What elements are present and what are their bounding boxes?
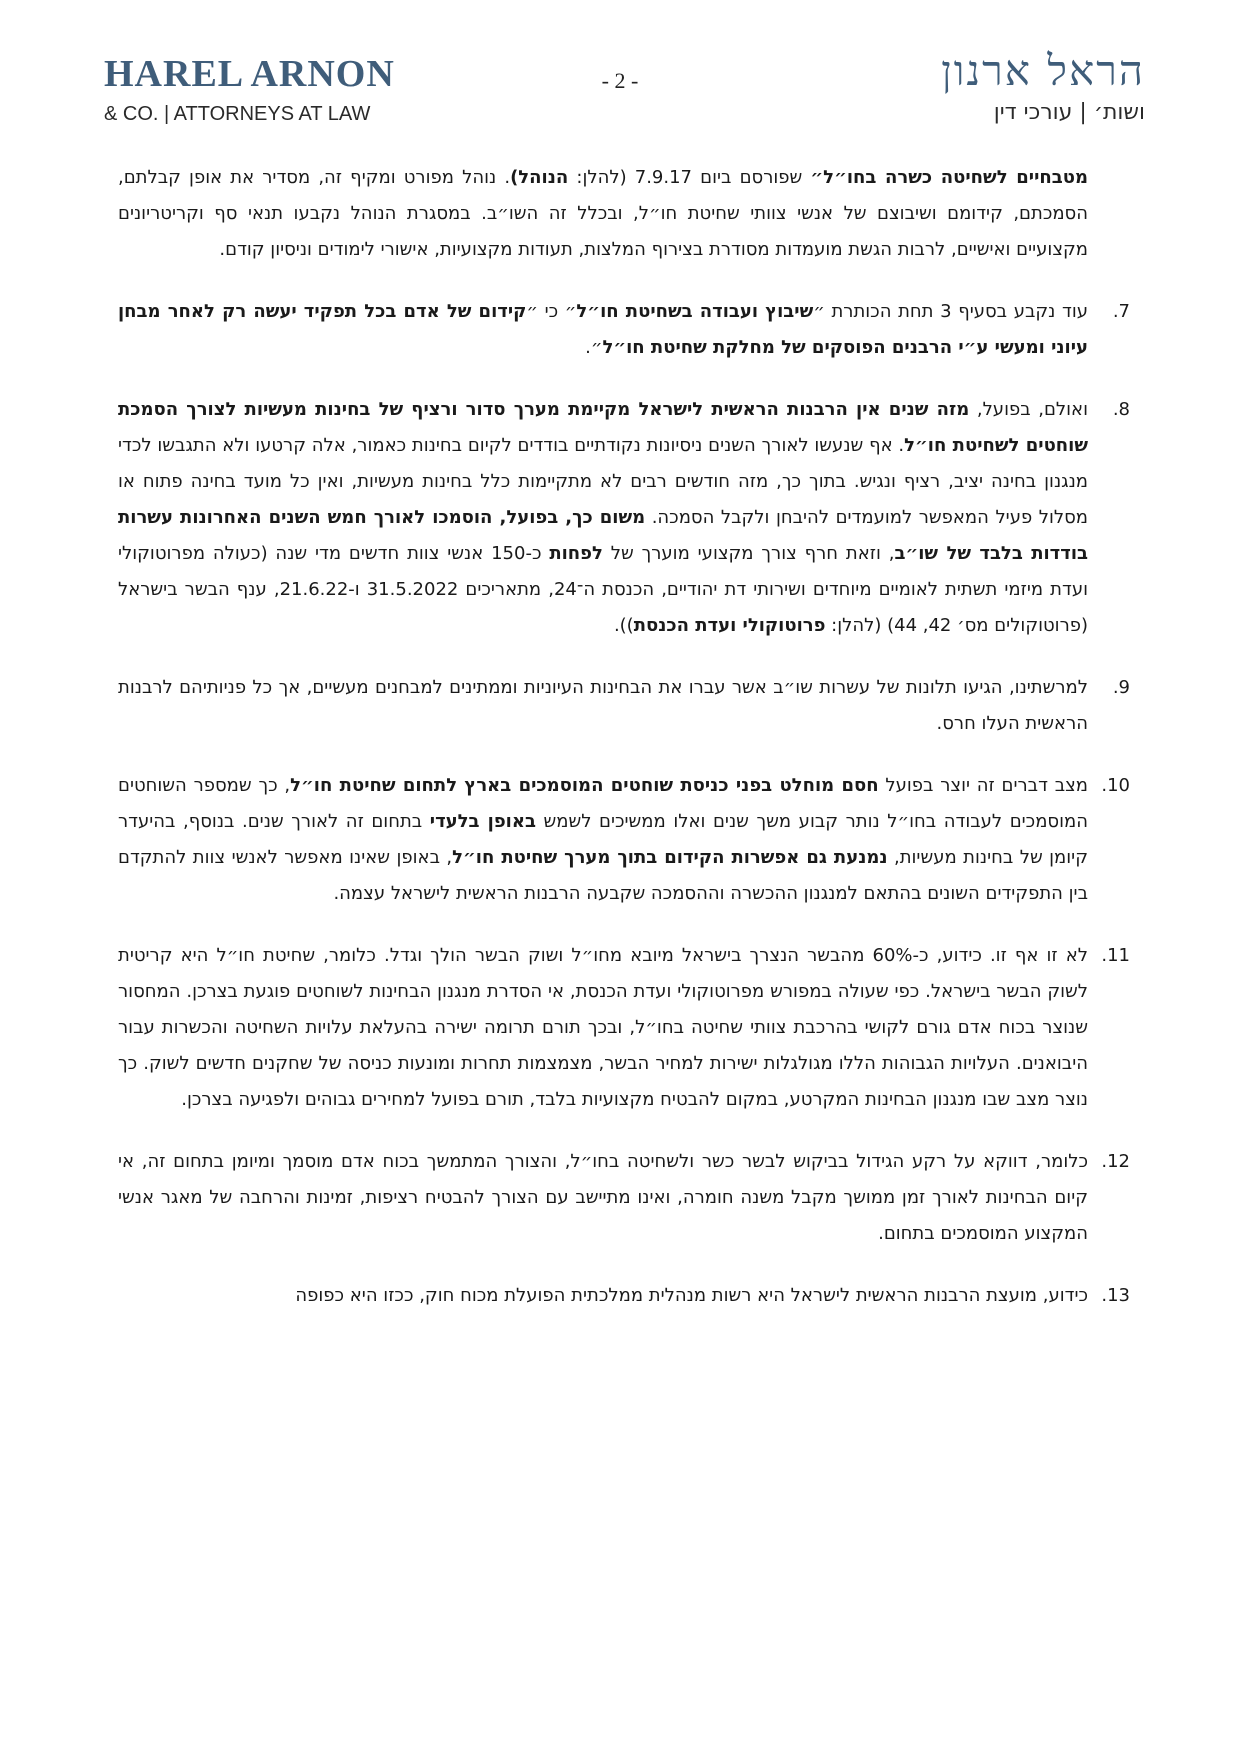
document-body (118, 160, 1130, 1340)
firm-logo-en (104, 52, 395, 126)
text: )). (613, 615, 634, 636)
text: , באופן שאינו מאפשר לאנשי צוות להתקדם בין התפקידים השונים בהתאם למנגנון ההכשרה וההסמכה שקבעה הרבנות הראשית לישראל עצמה. (118, 847, 1088, 904)
bold-text: משום כך, בפועל, הוסמכו לאורך חמש השנים האחרונות עשרות בודדות בלבד של שו״ב (118, 507, 1088, 564)
paragraph (118, 1278, 1130, 1314)
text: ״. (585, 337, 603, 358)
text: למרשתינו, הגיעו תלונות של עשרות שו״ב אשר עברו את הבחינות העיוניות וממתינים למבחנים מעשיים, אך כל פניותיהם לרבנות הראשית העלו חרס. (118, 677, 1088, 734)
text: , וזאת חרף צורך מקצועי מוערך של (602, 543, 895, 564)
text: ואולם, בפועל, (969, 399, 1088, 420)
text: כלומר, דווקא על רקע הגידול בביקוש לבשר כשר ולשחיטה בחו״ל, והצורך המתמשך בכוח אדם מוסמך ומיומן בתחום זה, אי קיום הבחינות לאורך זמן ממושך מקבל משנה חומרה, ואינו מתיישב עם הצורך להבטיח רציפות, זמינות והרחבה של מאגר אנשי המקצוע המוסמכים בתחום. (118, 1151, 1088, 1244)
firm-subtitle-he: ושות׳ | עורכי דין (993, 100, 1145, 125)
paragraph-number: .13 (1101, 1285, 1130, 1306)
paragraph-number: .11 (1101, 945, 1130, 966)
bold-text: שיבוץ ועבודה בשחיטת חו״ל (576, 301, 814, 322)
bold-text: הנוהל) (510, 167, 569, 188)
paragraph (118, 160, 1124, 268)
paragraph-number: .8 (1112, 399, 1130, 420)
text: כידוע, מועצת הרבנות הראשית לישראל היא רשות מנהלית ממלכתית הפועלת מכוח חוק, ככזו היא כפופה (295, 1285, 1088, 1306)
text: כ-150 אנשי צוות חדשים מדי שנה (כעולה מפרוטוקולי ועדת מיזמי תשתית לאומיים מיוחדים ושירותי דת יהודיים, הכנסת ה־24, מתאריכים 31.5.2022 ו-21.6.22, ענף הבשר בישראל (פרוטוקולים מס׳ 42, 44) (להלן: (118, 543, 1088, 636)
bold-text: נמנעת גם אפשרות הקידום בתוך מערך שחיטת חו״ל (452, 847, 888, 868)
firm-name-en: HAREL ARNON (104, 53, 395, 95)
paragraph-number: .9 (1112, 677, 1130, 698)
bold-text: מטבחיים לשחיטה כשרה בחו״ל״ (810, 167, 1089, 188)
page-number: - 2 - (601, 68, 639, 93)
text: ״ כי ״ (526, 301, 577, 322)
paragraph (118, 938, 1130, 1118)
bold-text: פרוטוקולי ועדת הכנסת (633, 615, 826, 636)
firm-name-he: הראל ארנון (941, 46, 1145, 95)
paragraph (118, 392, 1130, 644)
text: מצב דברים זה יוצר בפועל (878, 775, 1089, 796)
bold-text: באופן בלעדי (429, 811, 536, 832)
text: שפורסם ביום 7.9.17 (להלן: (568, 167, 811, 188)
paragraph-number: .7 (1112, 301, 1130, 322)
bold-text: קידום של אדם בכל תפקיד יעשה רק לאחר מבחן עיוני ומעשי ע״י הרבנים הפוסקים של מחלקת שחיטת חו״ל (118, 301, 1088, 358)
bold-text: לפחות (549, 543, 603, 564)
paragraph (118, 294, 1130, 366)
text: , כך שמספר השוחטים המוסמכים לעבודה בחו״ל נותר קבוע משך שנים ואלו ממשיכים לשמש (118, 775, 1088, 832)
bold-text: מזה שנים אין הרבנות הראשית לישראל מקיימת מערך סדור ורציף של בחינות מעשיות לצורך הסמכת שוחטים לשחיטת חו״ל (118, 399, 1088, 456)
paragraph (118, 670, 1130, 742)
firm-logo-he (941, 46, 1145, 126)
paragraph-number: .12 (1101, 1151, 1130, 1172)
bold-text: חסם מוחלט בפני כניסת שוחטים המוסמכים בארץ לתחום שחיטת חו״ל (290, 775, 879, 796)
paragraph (118, 1144, 1130, 1252)
text: לא זו אף זו. כידוע, כ-60% מהבשר הנצרך בישראל מיובא מחו״ל ושוק הבשר הולך וגדל. כלומר, שחיטת חו״ל היא קריטית לשוק הבשר בישראל. כפי שעולה במפורש מפרוטוקולי ועדת הכנסת, אי הסדרת מנגנון הבחינות לשוחטים פוגעת בצרכן. המחסור שנוצר בכוח אדם גורם לקושי בהרכבת צוותי שחיטה בחו״ל, ובכך תורם תרומה ישירה בהעלאת עלויות השחיטה והכשרות עבור היבואנים. העלויות הגבוהות הללו מגולגלות ישירות למחיר הבשר, מצמצמות תחרות ומונעות כניסה של שחקנים חדשים לשוק. כך נוצר מצב שבו מנגנון הבחינות המקרטע, במקום להבטיח מקצועיות בלבד, תורם בפועל למחירים גבוהים ולפגיעה בצרכן. (118, 945, 1088, 1110)
firm-subtitle-en: & CO. | ATTORNEYS AT LAW (104, 103, 371, 125)
text: . אף שנעשו לאורך השנים ניסיונות נקודתיים בודדים לקיום בחינות כאמור, אלה קרטעו ולא התגבשו לכדי מנגנון בחינה יציב, רציף ונגיש. בתוך כך, מזה חודשים רבים לא מתקיימות כלל בחינות מעשיות, ואין כל מועד בחינה פתוח או מסלול פעיל המאפשר למועמדים להיבחן ולקבל הסמכה. (118, 435, 1089, 528)
text: בתחום זה לאורך שנים. בנוסף, בהיעדר קיומן של בחינות מעשיות, (118, 811, 1088, 868)
paragraph-number: .10 (1101, 775, 1130, 796)
text: עוד נקבע בסעיף 3 תחת הכותרת ״ (813, 301, 1088, 322)
paragraph (118, 768, 1130, 912)
text: . נוהל מפורט ומקיף זה, מסדיר את אופן קבלתם, הסמכתם, קידומם ושיבוצם של אנשי צוותי שחיטת חו״ל, ובכלל זה השו״ב. במסגרת הנוהל נקבעו תנאי סף וקריטריונים מקצועיים ואישיים, לרבות הגשת מועמדות מסודרת בצירוף המלצות, תעודות מקצועיות, אישורי לימודים וניסיון קודם. (118, 167, 1088, 260)
